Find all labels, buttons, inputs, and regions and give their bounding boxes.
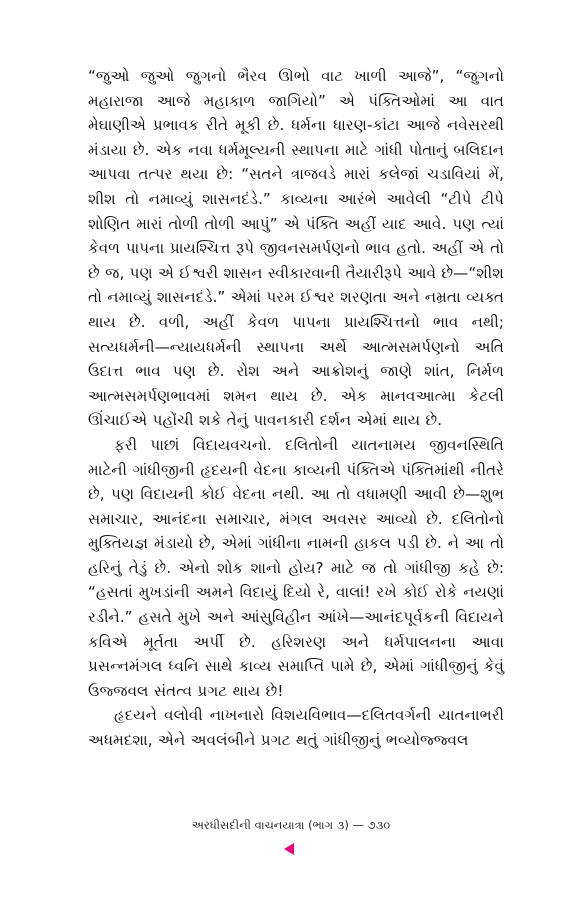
paragraph-3: હૃદયને વલોવી નાખનારો વિશયવિભાવ—દલિતવર્ગની યાતનાભરી અધમદશા, એને અવલંબીને પ્રગટ થતું ગાંધીજીનું ભવ્યોજ્જ્વલ bbox=[88, 706, 504, 750]
triangle-left-icon[interactable] bbox=[284, 843, 294, 855]
page-footer: અરધીસદીની વાચનયાત્રા (ભાગ ૩) — ૭૩૦ bbox=[191, 818, 391, 832]
paragraph-1: “જુઓ જુઓ જુગનો ભૈરવ ઊભો વાટ ખાળી આજે”, “જુગનો મહારાજા આજે મહાકાળ જાગિયો” એ પંક્તિઓમાં આ વાત મેઘાણીએ પ્રભાવક રીતે મૂકી છે. ધર્મના ધારણ-કાંટા આજે નવેસરથી મંડાયા છે. એક નવા ધર્મમૂલ્યની સ્થાપના માટે ગાંધી પોતાનું બલિદાન આપવા તત્પર થયા છે: “સતને ત્રાજવડે મારાં કલેજાં ચડાવિયાં મેં, શીશ તો નમાવ્યું શાસનદંડે.” કાવ્યના આરંભે આવેલી “ટીપે ટીપે શોણિત મારાં તોળી તોળી આપું” એ પંક્તિ અહીં યાદ આવે. પણ ત્યાં કેવળ પાપના પ્રાયશ્ચિત્ત રૂપે જીવનસમર્પણનો ભાવ હતો. અહીં એ તો છે જ, પણ એ ઈશ્વરી શાસન સ્વીકારવાની તૈયારીરૂપે આવે છે—“શીશ તો નમાવ્યું શાસનદંડે.” એમાં પરમ ઈશ્વર શરણતા અને નમ્રતા વ્યક્ત થાય છે. વળી, અહીં કેવળ પાપના પ્રાયશ્ચિત્તનો ભાવ નથી; સત્યધર્મની—ન્યાયધર્મની સ્થાપના અર્થે આત્મસમર્પણનો અતિ ઉદાત્ત ભાવ પણ છે. રોશ અને આક્રોશનું જાણે શાંત, નિર્મળ આત્મસમર્પણભાવમાં શમન થાય છે. એક માનવઆત્મા કેટલી ઊંચાઈએ પહોંચી શકે તેનું પાવનકારી દર્શન એમાં થાય છે. bbox=[88, 67, 504, 430]
paragraph-2: ફરી પાછાં વિદાયવચનો. દલિતોની યાતનામય જીવનસ્થિતિ માટેની ગાંધીજીની હૃદયની વેદના કાવ્યની પંક્તિએ પંક્તિમાંથી નીતરે છે, પણ વિદાયની કોઈ વેદના નથી. આ તો વધામણી આવી છે—શુભ સમાચાર, આનંદના સમાચાર, મંગલ અવસર આવ્યો છે. દલિતોનો મુક્તિયજ્ઞ મંડાયો છે, એમાં ગાંધીના નામની હાકલ પડી છે. ને આ તો હરિનું તેડું છે. એનો શોક શાનો હોય? માટે જ તો ગાંધીજી કહે છે: “હસતાં મુખડાંની અમને વિદાયું દિયો રે, વાલાં! રખે કોઈ રોકે નયણાં રડીને.” હસતે મુખે અને આંસુવિહીન આંખે—આનંદપૂર્વકની વિદાયને કવિએ મૂર્તતા અર્પી છે. હરિશરણ અને ધર્મપાલનના આવા પ્રસન્નમંગલ ધ્વનિ સાથે કાવ્ય સમાપ્તિ પામે છે, એમાં ગાંધીજીનું કેવું ઉજ્જવલ સંતત્વ પ્રગટ થાય છે! bbox=[88, 435, 504, 700]
page-body bbox=[88, 64, 504, 753]
